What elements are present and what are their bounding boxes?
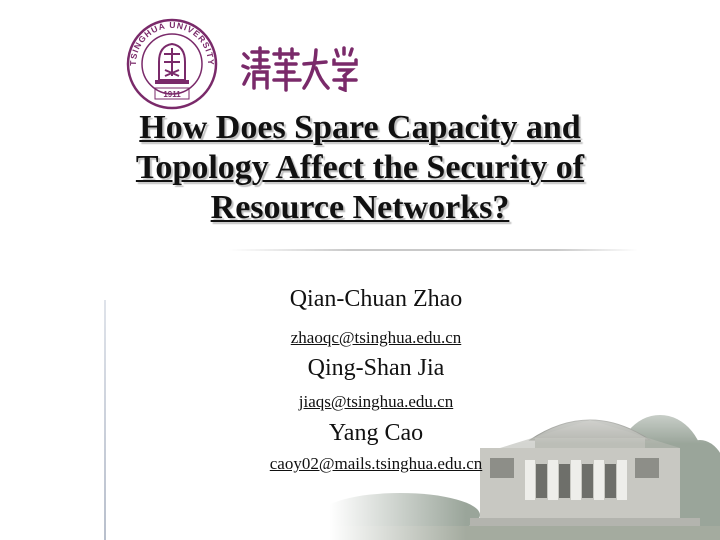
author-email-3[interactable]: caoy02@mails.tsinghua.edu.cn xyxy=(269,454,483,473)
title-line-2: Topology Affect the Security of xyxy=(135,149,585,186)
title-line-3: Resource Networks? xyxy=(210,189,510,226)
author-name-2: Qing-Shan Jia xyxy=(307,355,445,381)
author-email-2[interactable]: jiaqs@tsinghua.edu.cn xyxy=(298,392,454,411)
author-name-3: Yang Cao xyxy=(328,420,424,446)
author-email-1[interactable]: zhaoqc@tsinghua.edu.cn xyxy=(290,328,462,347)
title-divider xyxy=(228,249,638,251)
seal-year: 1911 xyxy=(163,90,181,99)
tsinghua-calligraphy-logo-icon xyxy=(240,44,358,92)
slide-title xyxy=(70,108,650,228)
left-divider xyxy=(104,300,106,540)
author-name-1: Qian-Chuan Zhao xyxy=(289,286,463,312)
title-block xyxy=(70,108,650,228)
seal-ring-text: TSINGHUA UNIVERSITY xyxy=(127,19,217,66)
title-line-1: How Does Spare Capacity and xyxy=(139,109,581,146)
tsinghua-university-seal-icon xyxy=(117,18,227,110)
